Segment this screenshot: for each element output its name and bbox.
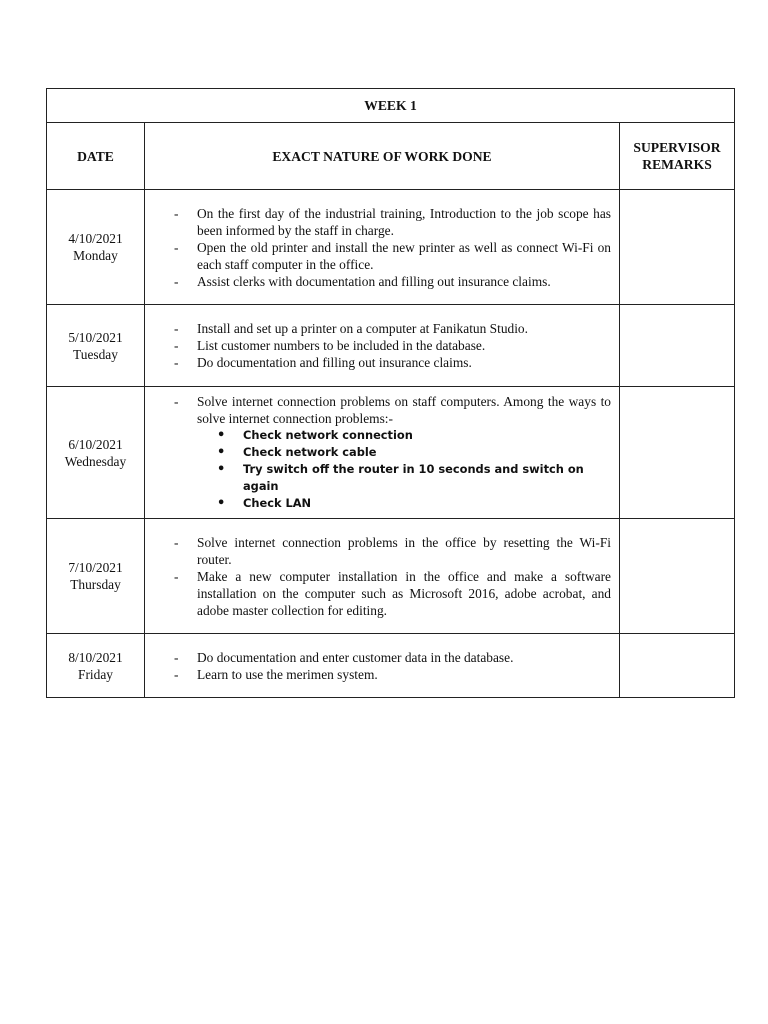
task-item: - Install and set up a printer on a computer at Fanikatun Studio. (171, 320, 611, 337)
log-row-thursday (47, 519, 735, 634)
task-item: - Solve internet connection problems in the office by resetting the Wi-Fi router. (171, 534, 611, 568)
work-cell (145, 305, 620, 387)
work-cell (145, 190, 620, 305)
task-item: - On the first day of the industrial training, Introduction to the job scope has been informed by the staff in charge. (171, 205, 611, 239)
task-list (171, 320, 611, 371)
task-item: - Open the old printer and install the new printer as well as connect Wi-Fi on each staff computer in the office. (171, 239, 611, 273)
supervisor-remarks-cell (620, 305, 735, 387)
entry-day: Friday (78, 666, 113, 682)
supervisor-remarks-cell (620, 634, 735, 698)
task-item: - Assist clerks with documentation and filling out insurance claims. (171, 273, 611, 290)
log-row-monday (47, 190, 735, 305)
entry-day: Tuesday (73, 346, 118, 362)
entry-date: 6/10/2021 (68, 436, 123, 452)
subtask-item: • Try switch off the router in 10 seconds and switch on again (217, 461, 611, 495)
task-item: - Solve internet connection problems on staff computers. Among the ways to solve internet connection problems:- (171, 393, 611, 427)
week-title-row (47, 89, 735, 123)
work-done-header: EXACT NATURE OF WORK DONE (145, 123, 620, 190)
supervisor-remarks-cell (620, 190, 735, 305)
date-header: DATE (47, 123, 145, 190)
supervisor-remarks-cell (620, 519, 735, 634)
remarks-header-line1: SUPERVISOR (633, 140, 721, 155)
week-title: WEEK 1 (47, 89, 735, 123)
subtask-list (171, 427, 611, 512)
subtask-item: • Check LAN (217, 495, 611, 512)
work-cell (145, 519, 620, 634)
date-cell (47, 387, 145, 519)
work-cell (145, 634, 620, 698)
entry-day: Thursday (70, 577, 121, 592)
task-item: - Make a new computer installation in the office and make a software installation on the computer such as Microsoft 2016, adobe acrobat, and adobe master collection for editing. (171, 568, 611, 619)
weekly-logbook-table (46, 88, 735, 698)
header-row (47, 123, 735, 190)
task-list (171, 534, 611, 619)
task-item: - Learn to use the merimen system. (171, 666, 611, 683)
entry-date: 7/10/2021 (68, 560, 123, 575)
date-cell (47, 305, 145, 387)
subtask-item: • Check network cable (217, 444, 611, 461)
supervisor-remarks-header (620, 123, 735, 190)
task-list (171, 205, 611, 290)
remarks-header-line2: REMARKS (642, 157, 712, 172)
entry-day: Monday (73, 248, 118, 263)
task-item: - List customer numbers to be included in the database. (171, 337, 611, 354)
date-cell (47, 519, 145, 634)
log-row-tuesday (47, 305, 735, 387)
log-row-friday (47, 634, 735, 698)
work-cell (145, 387, 620, 519)
log-row-wednesday (47, 387, 735, 519)
supervisor-remarks-cell (620, 387, 735, 519)
entry-date: 4/10/2021 (68, 231, 123, 246)
date-cell (47, 634, 145, 698)
task-list (171, 649, 611, 683)
entry-day: Wednesday (64, 453, 127, 469)
subtask-item: • Check network connection (217, 427, 611, 444)
task-list (171, 393, 611, 427)
entry-date: 5/10/2021 (68, 329, 123, 345)
date-cell (47, 190, 145, 305)
task-item: - Do documentation and enter customer data in the database. (171, 649, 611, 666)
entry-date: 8/10/2021 (68, 649, 123, 665)
task-item: - Do documentation and filling out insurance claims. (171, 354, 611, 371)
